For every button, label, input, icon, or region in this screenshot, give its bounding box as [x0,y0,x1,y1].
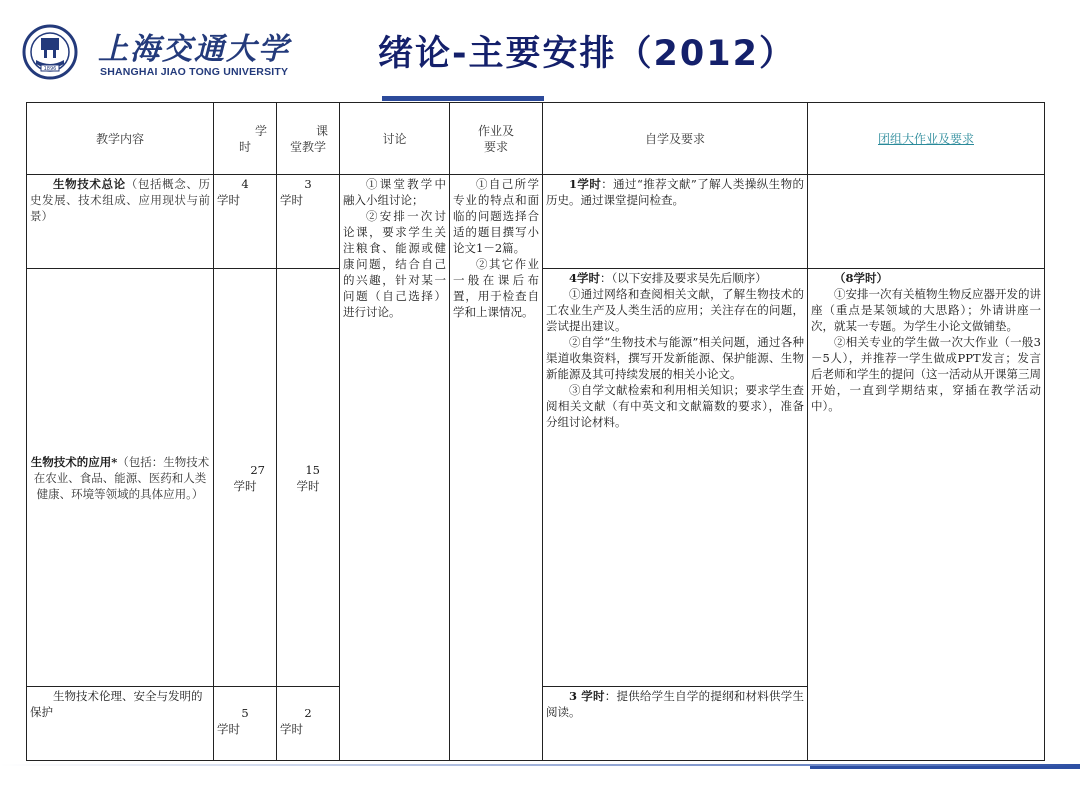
row2-class-num: 15 [305,462,320,477]
row2-hours-num: 27 [250,462,265,477]
row1-hours-unit: 学时 [217,193,240,207]
row1-class-unit: 学时 [280,193,303,207]
row3-hours [214,687,277,761]
university-seal-icon [22,24,78,80]
homework-p1: ①自己所学专业的特点和面临的问题选择合适的题目撰写小论文1－2篇。 [453,177,539,255]
homework-cell [450,175,543,761]
row1-title: 生物技术总论 [53,177,126,191]
homework-p2: ②其它作业一般在课后布置，用于检查自学和上课情况。 [453,257,539,319]
footer-bar [810,766,1080,769]
row1-selfstudy-text: ：通过“推荐文献”了解人类操纵生物的历史。通过课堂提问检查。 [546,177,804,207]
row3-class-unit: 学时 [280,722,303,736]
row3-hours-num: 5 [241,706,249,720]
row2-class-unit: 学时 [296,478,320,493]
header-hours-top: 学 [254,123,267,138]
university-logo [22,22,290,82]
discussion-p2: ②安排一次讨论课，要求学生关注粮食、能源或健康问题，结合自己的兴趣，针对某一问题（自己选择）进行讨论。 [343,209,446,319]
row3-selfstudy-lead: 3 学时 [569,689,605,703]
row2-content [27,269,214,687]
group-project-link[interactable]: 团组大作业及要求 [877,131,974,146]
header-class [277,103,340,175]
row3-class [277,687,340,761]
row1-selfstudy [543,175,808,269]
row1-content [27,175,214,269]
discussion-cell [340,175,450,761]
table-header-row [27,103,1045,175]
page-title: 绪论-主要安排（2012） [378,34,796,74]
header-content: 教学内容 [27,103,214,175]
header-homework-top: 作业及 [477,123,514,138]
header-homework-bottom: 要求 [483,139,508,154]
row2-selfstudy-intro: ：（以下安排及要求吴先后顺序） [600,271,767,285]
row3-class-num: 2 [304,706,312,720]
row2-hours-unit: 学时 [233,478,257,493]
row2-selfstudy-lead: 4学时 [569,271,601,285]
row2-desc: （包括：生物技术在农业、食品、能源、医药和人类健康、环境等领域的具体应用。） [33,454,210,501]
row1-group [808,175,1045,269]
row1-class [277,175,340,269]
seal-year: 1896 [43,66,57,72]
row1-desc: （包括概念、历史发展、技术组成、应用现状与前景） [30,177,210,223]
group-project-cell [808,269,1045,761]
schedule-table [26,102,1045,761]
row2-hours [214,269,277,687]
row3-content: 生物技术伦理、安全与发明的保护 [27,687,214,761]
row1-class-num: 3 [304,177,312,191]
header-class-top: 课 [315,123,328,138]
university-name-cn: 上海交通大学 [98,32,290,67]
row2-selfstudy-p1: ①通过网络和查阅相关文献，了解生物技术的工农业生产及人类生活的应用；关注存在的问题，尝试提出建议。 [546,287,804,333]
header-discussion: 讨论 [340,103,450,175]
university-name-en: SHANGHAI JIAO TONG UNIVERSITY [100,66,289,78]
title-underline [382,96,544,101]
header-group-project[interactable] [808,103,1045,175]
header-hours-bottom: 时 [238,139,251,154]
table-row [27,175,1045,269]
row3-selfstudy [543,687,808,761]
row3-hours-unit: 学时 [217,722,240,736]
header-selfstudy: 自学及要求 [543,103,808,175]
row1-hours-num: 4 [241,177,249,191]
row2-selfstudy-p2: ②自学“生物技术与能源”相关问题，通过各种渠道收集资料，撰写开发新能源、保护能源、生物新能源及其可持续发展的相关小论文。 [546,335,804,381]
row2-selfstudy-p3: ③自学文献检索和利用相关知识；要求学生查阅相关文献（有中英文和文献篇数的要求），准备分组讨论材料。 [546,383,804,429]
row2-selfstudy-intro-line [546,270,804,286]
row1-selfstudy-lead: 1学时 [569,177,602,191]
row2-class [277,269,340,687]
header-homework [450,103,543,175]
header-hours [214,103,277,175]
row2-selfstudy [543,269,808,687]
group-p2: ②相关专业的学生做一次大作业（一般3－5人），并推荐一学生做成PPT发言；发言后老师和学生的提问（这一活动从开课第三周开始，一直到学期结束，穿插在教学活动中）。 [811,335,1041,413]
discussion-p1: ①课堂教学中融入小组讨论； [343,177,446,207]
row2-title: 生物技术的应用* [30,454,118,469]
header-class-bottom: 堂教学 [289,139,326,154]
group-p1: ①安排一次有关植物生物反应器开发的讲座（重点是某领域的大思路）；外请讲座一次，就某一专题。为学生小论文做铺垫。 [811,287,1041,333]
row1-hours [214,175,277,269]
row3-selfstudy-text: ：提供给学生自学的提纲和材料供学生阅读。 [546,689,804,719]
group-lead: （8学时） [834,271,889,285]
